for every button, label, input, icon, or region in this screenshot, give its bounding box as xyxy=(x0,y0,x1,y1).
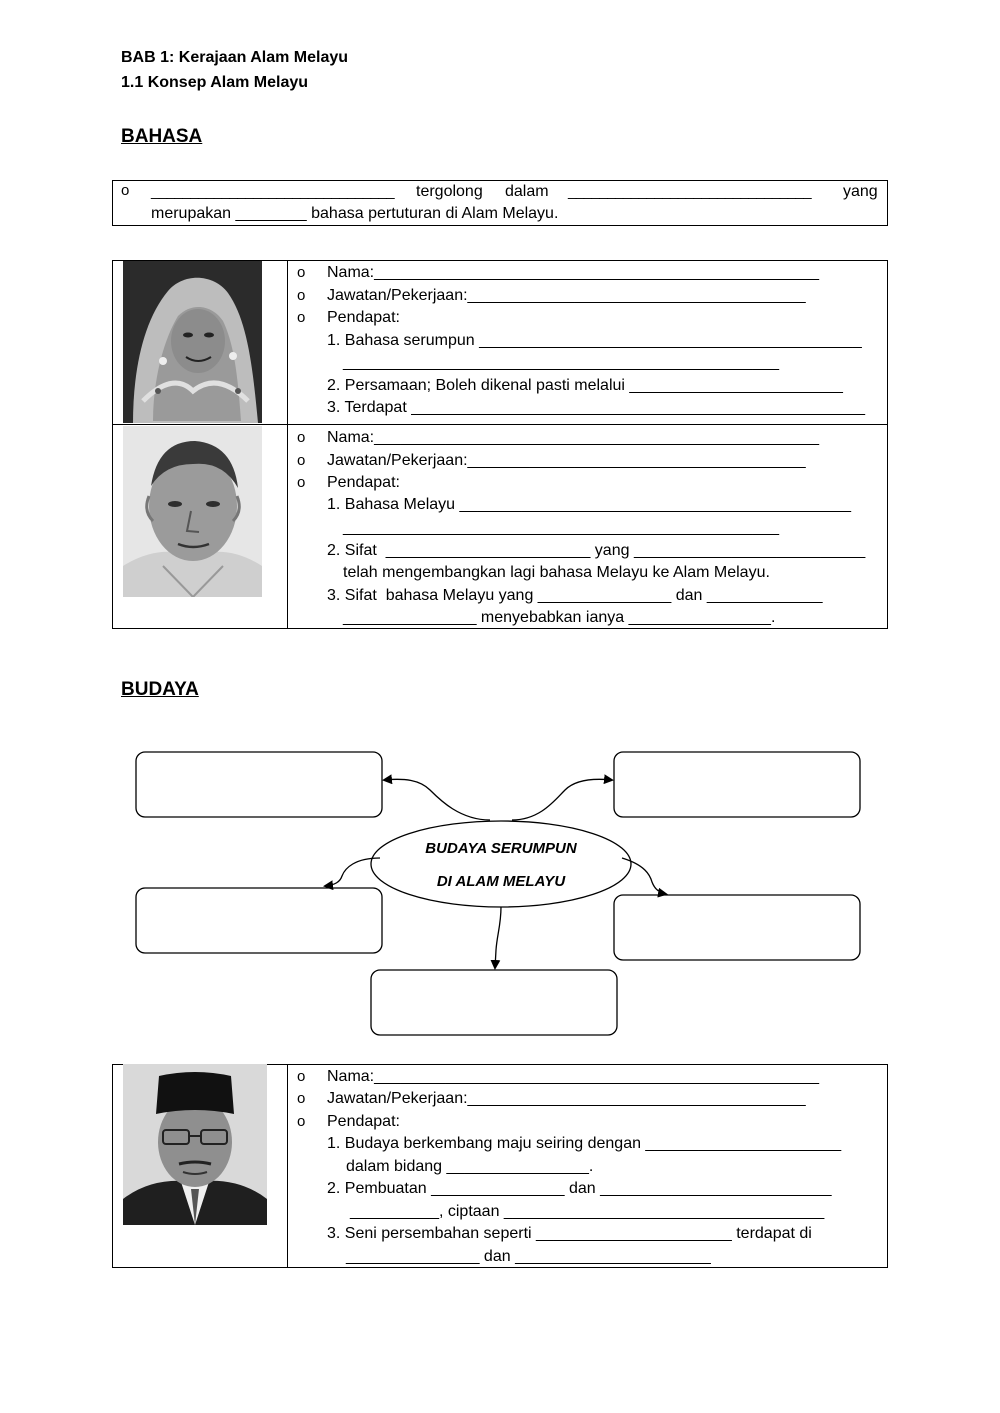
map-box-top-right xyxy=(614,752,860,817)
intro-word-yang: yang xyxy=(843,183,878,200)
bullet: o xyxy=(297,287,306,304)
bahasa-intro-box xyxy=(112,180,888,226)
person-1-point-2[interactable]: 2. Persamaan; Boleh dikenal pasti melalui ________________________ xyxy=(327,377,843,394)
bullet: o xyxy=(297,429,306,446)
map-center-line-2: DI ALAM MELAYU xyxy=(436,873,566,890)
map-box-bottom xyxy=(371,970,617,1035)
chapter-title: BAB 1: Kerajaan Alam Melayu xyxy=(121,49,349,66)
map-center-line-1: BUDAYA SERUMPUN xyxy=(425,840,577,857)
subtopic-title: 1.1 Konsep Alam Melayu xyxy=(121,74,309,91)
intro-blank-2[interactable]: _______________________________ xyxy=(568,183,812,200)
section-title-bahasa: BAHASA xyxy=(121,126,203,147)
person-2-point-3-cont[interactable]: _______________ menyebabkan ianya ________________. xyxy=(343,609,776,626)
bullet: o xyxy=(297,474,306,491)
person-2-photo xyxy=(123,426,262,597)
table-row-divider xyxy=(112,424,888,425)
map-box-top-left xyxy=(136,752,382,817)
person-3-point-3[interactable]: 3. Seni persembahan seperti ______________________ terdapat di xyxy=(327,1225,812,1242)
map-box-mid-right xyxy=(614,895,860,960)
person-3-point-1-cont[interactable]: dalam bidang ________________. xyxy=(346,1158,594,1175)
person-3-point-2[interactable]: 2. Pembuatan _______________ dan __________________________ xyxy=(327,1180,832,1197)
person-2-point-2-cont: telah mengembangkan lagi bahasa Melayu ke Alam Melayu. xyxy=(343,564,770,581)
bullet: o xyxy=(297,1068,306,1085)
person-1-nama[interactable]: Nama:__________________________________________________ xyxy=(327,264,820,281)
map-arrow-top-left xyxy=(384,779,490,820)
person-1-point-1[interactable]: 1. Bahasa serumpun ___________________________________________ xyxy=(327,332,862,349)
map-box-mid-left xyxy=(136,888,382,953)
map-arrow-bottom xyxy=(495,907,501,968)
person-2-point-1[interactable]: 1. Bahasa Melayu ____________________________________________ xyxy=(327,496,852,513)
bullet: o xyxy=(297,264,306,281)
person-1-pendapat-label: Pendapat: xyxy=(327,309,400,326)
bullet: o xyxy=(297,1113,306,1130)
person-2-jawatan[interactable]: Jawatan/Pekerjaan:______________________________________ xyxy=(327,452,806,469)
intro-word-tergolong: tergolong xyxy=(416,183,483,200)
bullet: o xyxy=(297,309,306,326)
person-1-photo xyxy=(123,261,262,423)
budaya-mind-map xyxy=(0,740,1000,1040)
intro-line-2: merupakan ________ bahasa pertuturan di Alam Melayu. xyxy=(151,205,559,222)
person-2-pendapat-label: Pendapat: xyxy=(327,474,400,491)
person-3-photo xyxy=(123,1064,267,1225)
person-2-point-1-cont[interactable]: _________________________________________________ xyxy=(343,519,780,536)
bullet: o xyxy=(297,452,306,469)
person-1-point-1-cont[interactable]: _________________________________________________ xyxy=(343,354,780,371)
person-1-point-3[interactable]: 3. Terdapat ___________________________________________________ xyxy=(327,399,866,416)
bullet: o xyxy=(121,182,130,199)
person-2-nama[interactable]: Nama:__________________________________________________ xyxy=(327,429,820,446)
map-arrow-top-right xyxy=(512,779,612,820)
person-3-nama[interactable]: Nama:__________________________________________________ xyxy=(327,1068,820,1085)
intro-blank-1[interactable]: _______________________________ xyxy=(151,183,395,200)
bullet: o xyxy=(297,1090,306,1107)
person-3-point-2-cont[interactable]: __________, ciptaan ____________________________________ xyxy=(350,1203,825,1220)
table-divider xyxy=(287,1064,288,1268)
person-2-point-2[interactable]: 2. Sifat _______________________ yang __________________________ xyxy=(327,542,866,559)
map-center-ellipse xyxy=(371,821,631,907)
table-divider xyxy=(287,260,288,629)
person-3-jawatan[interactable]: Jawatan/Pekerjaan:______________________________________ xyxy=(327,1090,806,1107)
person-1-jawatan[interactable]: Jawatan/Pekerjaan:______________________________________ xyxy=(327,287,806,304)
person-3-pendapat-label: Pendapat: xyxy=(327,1113,400,1130)
person-2-point-3[interactable]: 3. Sifat bahasa Melayu yang _______________ dan _____________ xyxy=(327,587,823,604)
intro-word-dalam: dalam xyxy=(505,183,549,200)
person-3-point-1[interactable]: 1. Budaya berkembang maju seiring dengan ______________________ xyxy=(327,1135,842,1152)
person-3-point-3-cont[interactable]: _______________ dan ______________________ xyxy=(346,1248,711,1265)
section-title-budaya: BUDAYA xyxy=(121,679,199,700)
